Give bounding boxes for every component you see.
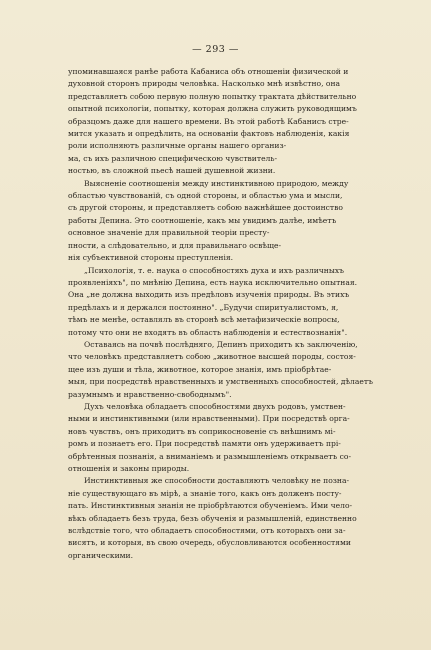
text-line: потому что они не входятъ въ область наблюденія и естествознанія". <box>68 327 348 337</box>
text-line: ными и инстинктивными (или нравственными). При посредствѣ орга- <box>68 414 350 424</box>
text-line: органическими. <box>68 550 134 560</box>
text-line: Духъ человѣка обладаетъ способностями двухъ родовъ, умствен- <box>84 401 346 411</box>
paragraph <box>68 475 376 562</box>
text-line: „Психологія, т. е. наука о способностяхъ духа и ихъ различныхъ <box>84 265 345 275</box>
text-line: щее изъ души и тѣла, животное, которое знанія, имъ пріобрѣтае- <box>68 364 332 374</box>
page-number: — 293 — <box>192 44 239 55</box>
text-line: ностью, въ сложной пьесѣ нашей душевной жизни. <box>68 166 276 176</box>
text-line: висятъ, и которыя, въ свою очередь, обусловливаются особенностями <box>68 538 351 548</box>
text-line: обрѣтенныя познанія, а вниманіемъ и размышленіемъ открываетъ со- <box>68 451 352 461</box>
paragraph <box>68 401 376 475</box>
text-line: новъ чувствъ, онъ приходитъ въ соприкосновеніе съ внѣшнимъ мі- <box>68 426 336 436</box>
text-line: нія субъективной стороны преступленія. <box>68 253 234 263</box>
text-line: ніе существующаго въ мірѣ, а знаніе того, какъ онъ долженъ посту- <box>68 488 342 498</box>
text-line: Выясненіе соотношенія между инстинктивною природою, между <box>84 178 349 188</box>
text-line: предѣлахъ и я держался постоянно". „Будучи спиритуалистомъ, я, <box>68 302 339 312</box>
text-line: упоминавшаяся ранѣе работа Кабаниса объ отношеніи физической и <box>68 67 349 76</box>
text-line: вѣкъ обладаетъ безъ труда, безъ обученія и размышленій, единственно <box>68 513 357 523</box>
text-line: разумнымъ и нравственно-свободнымъ". <box>68 389 232 399</box>
text-line: пности, а слѣдовательно, и для правильнаго освѣще- <box>68 240 282 250</box>
text-line: проявленіяхъ", по мнѣнію Депина, есть наука исключительно опытная. <box>68 277 358 287</box>
text-line: Инстинктивныя же способности доставляютъ человѣку не позна- <box>84 476 350 486</box>
text-line: представляетъ собою первую полную попытку трактата дѣйствительно <box>68 91 357 101</box>
paragraph <box>68 265 376 401</box>
text-line: Оставаясь на почвѣ послѣдняго, Депинъ приходитъ къ заключенію, <box>84 339 358 349</box>
paragraph <box>68 178 376 265</box>
text-line: Она „не должна выходить изъ предѣловъ изученія природы. Въ этихъ <box>68 290 350 300</box>
text-line: опытной психологіи, попытку, которая должна служить руководящимъ <box>68 104 357 114</box>
text-line: съ другой стороны, и представляетъ собою важнѣйшее достоинство <box>68 203 343 213</box>
text-line: ромъ и познаетъ его. При посредствѣ памяти онъ удерживаетъ прі- <box>68 439 341 449</box>
text-line: отношенія и законы природы. <box>68 464 190 473</box>
body-text <box>68 66 376 562</box>
text-line: что человѣкъ представляетъ собою „животное высшей породы, состоя- <box>68 352 356 362</box>
text-line: мыя, при посредствѣ нравственныхъ и умственныхъ способностей, дѣлаетъ <box>68 377 373 387</box>
text-line: пать. Инстинктивныя знанія не пріобрѣтаются обученіемъ. Ими чело- <box>68 501 353 511</box>
text-line: тѣмъ не менѣе, оставлялъ въ сторонѣ всѣ метафизическіе вопросы, <box>68 315 340 325</box>
text-line: роли исполняютъ различные органы нашего организ- <box>68 141 287 151</box>
text-line: ма, съ ихъ различною специфическою чувствитель- <box>68 153 278 163</box>
text-line: вслѣдствіе того, что обладаетъ способностями, отъ которыхъ они за- <box>68 526 346 536</box>
text-line: образцомъ даже для нашего времени. Въ этой работѣ Кабанисъ стре- <box>68 116 349 126</box>
text-line: основное значеніе для правильной теоріи престу- <box>68 228 270 238</box>
paragraph <box>68 66 376 178</box>
text-line: мится указать и опредѣлить, на основаніи фактовъ наблюденія, какія <box>68 129 350 139</box>
text-line: областью чувствованій, съ одной стороны, и областью ума и мысли, <box>68 191 343 201</box>
text-line: работы Депина. Это соотношеніе, какъ мы увидимъ далѣе, имѣетъ <box>68 215 337 225</box>
text-line: духовной сторонъ природы человѣка. Насколько мнѣ извѣстно, она <box>68 79 341 89</box>
